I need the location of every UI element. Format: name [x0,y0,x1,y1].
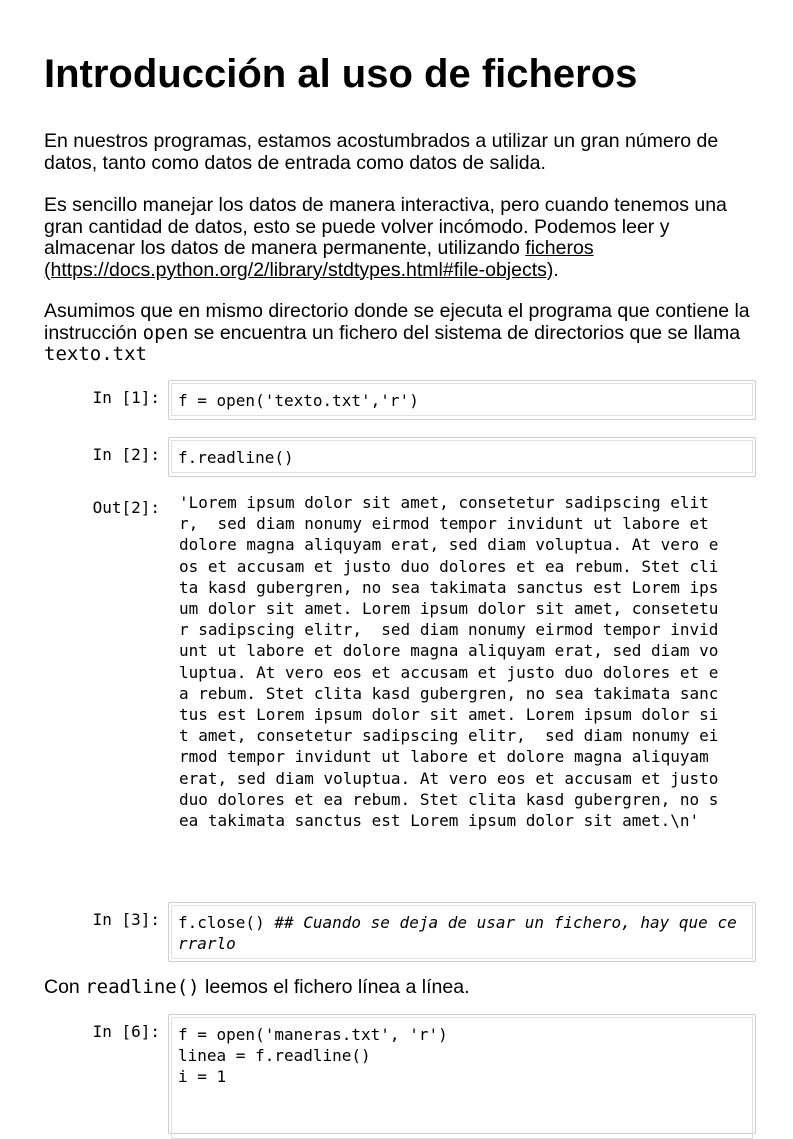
assumption-text-a: Asumimos que en mismo directorio donde se ejecuta el programa que contiene la instrucción [44,300,750,344]
output-cell-2 [44,492,756,882]
readline-inline-code: readline() [85,976,200,998]
cell-6-input[interactable] [168,1014,756,1134]
output-2-text: 'Lorem ipsum dolor sit amet, consetetur sadipscing elitr, sed diam nonumy eirmod tempor invidunt ut labore et dolore magna aliquyam erat, sed diam voluptua. At vero eos et accusam et justo duo dolores et ea rebum. Stet clita kasd gubergren, no sea takimata sanctus est Lorem ipsum dolor sit amet. Lorem ipsum dolor sit amet, consetetur sadipscing elitr, sed diam nonumy eirmod tempor invidunt ut labore et dolore magna aliquyam erat, sed diam voluptua. At vero eos et accusam et justo duo dolores et ea rebum. Stet clita kasd gubergren, no sea takimata sanctus est Lorem ipsum dolor sit amet. Lorem ipsum dolor sit amet, consetetur sadipscing elitr, sed diam nonumy eirmod tempor invidunt ut labore et dolore magna aliquyam erat, sed diam voluptua. At vero eos et accusam et justo duo dolores et ea rebum. Stet clita kasd gubergren, no sea takimata sanctus est Lorem ipsum dolor sit amet.\n' [179,493,729,831]
readline-text-a: Con [44,976,86,998]
open-inline-code: open [142,321,189,344]
files-doc-link[interactable]: ficheros (https://docs.python.org/2/library/stdtypes.html#file-objects) [44,237,594,281]
cell-1-code[interactable]: f = open('texto.txt','r') [171,383,753,416]
intro-text: En nuestros programas, estamos acostumbrados a utilizar un gran número de datos, tanto como datos de entrada como datos de salida. [44,130,719,174]
cell-6-code[interactable]: f = open('maneras.txt', 'r') linea = f.readline() i = 1 [171,1017,753,1139]
intro-paragraph [44,131,744,174]
readline-paragraph [44,977,756,999]
cell-2-prompt: In [2]: [92,445,160,464]
cell-2-code[interactable]: f.readline() [171,440,753,473]
output-2-prompt: Out[2]: [92,498,160,517]
code-cell-3 [44,902,756,962]
cell-3-input[interactable] [168,902,756,962]
cell-3-code: f.close() [178,913,275,932]
code-cell-6 [44,1014,756,1122]
cell-3-code-block[interactable] [171,905,753,959]
cell-3-comment: ## Cuando se deja de usar un fichero, hay que cerrarlo [178,913,737,953]
files-paragraph [44,195,756,281]
assumption-text-b: se encuentra un fichero del sistema de directorios que se llama [188,321,741,344]
cell-3-prompt: In [3]: [92,910,160,929]
cell-1-prompt: In [1]: [92,388,160,407]
cell-2-input[interactable] [168,437,756,477]
files-text: Es sencillo manejar los datos de manera interactiva, pero cuando tenemos una gran cantidad de datos, esto se puede volver incómodo. Podemos leer y almacenar los datos de manera permanente, utilizando [44,194,727,259]
files-text-end: . [553,258,559,281]
cell-6-prompt: In [6]: [92,1022,160,1041]
code-cell-1 [44,380,756,420]
readline-text-b: leemos el fichero línea a línea. [199,976,470,998]
assumption-paragraph [44,301,756,366]
cell-1-input[interactable] [168,380,756,420]
texto-inline-code: texto.txt [44,343,147,365]
page-title: Introducción al uso de ficheros [44,52,638,96]
code-cell-2 [44,437,756,477]
